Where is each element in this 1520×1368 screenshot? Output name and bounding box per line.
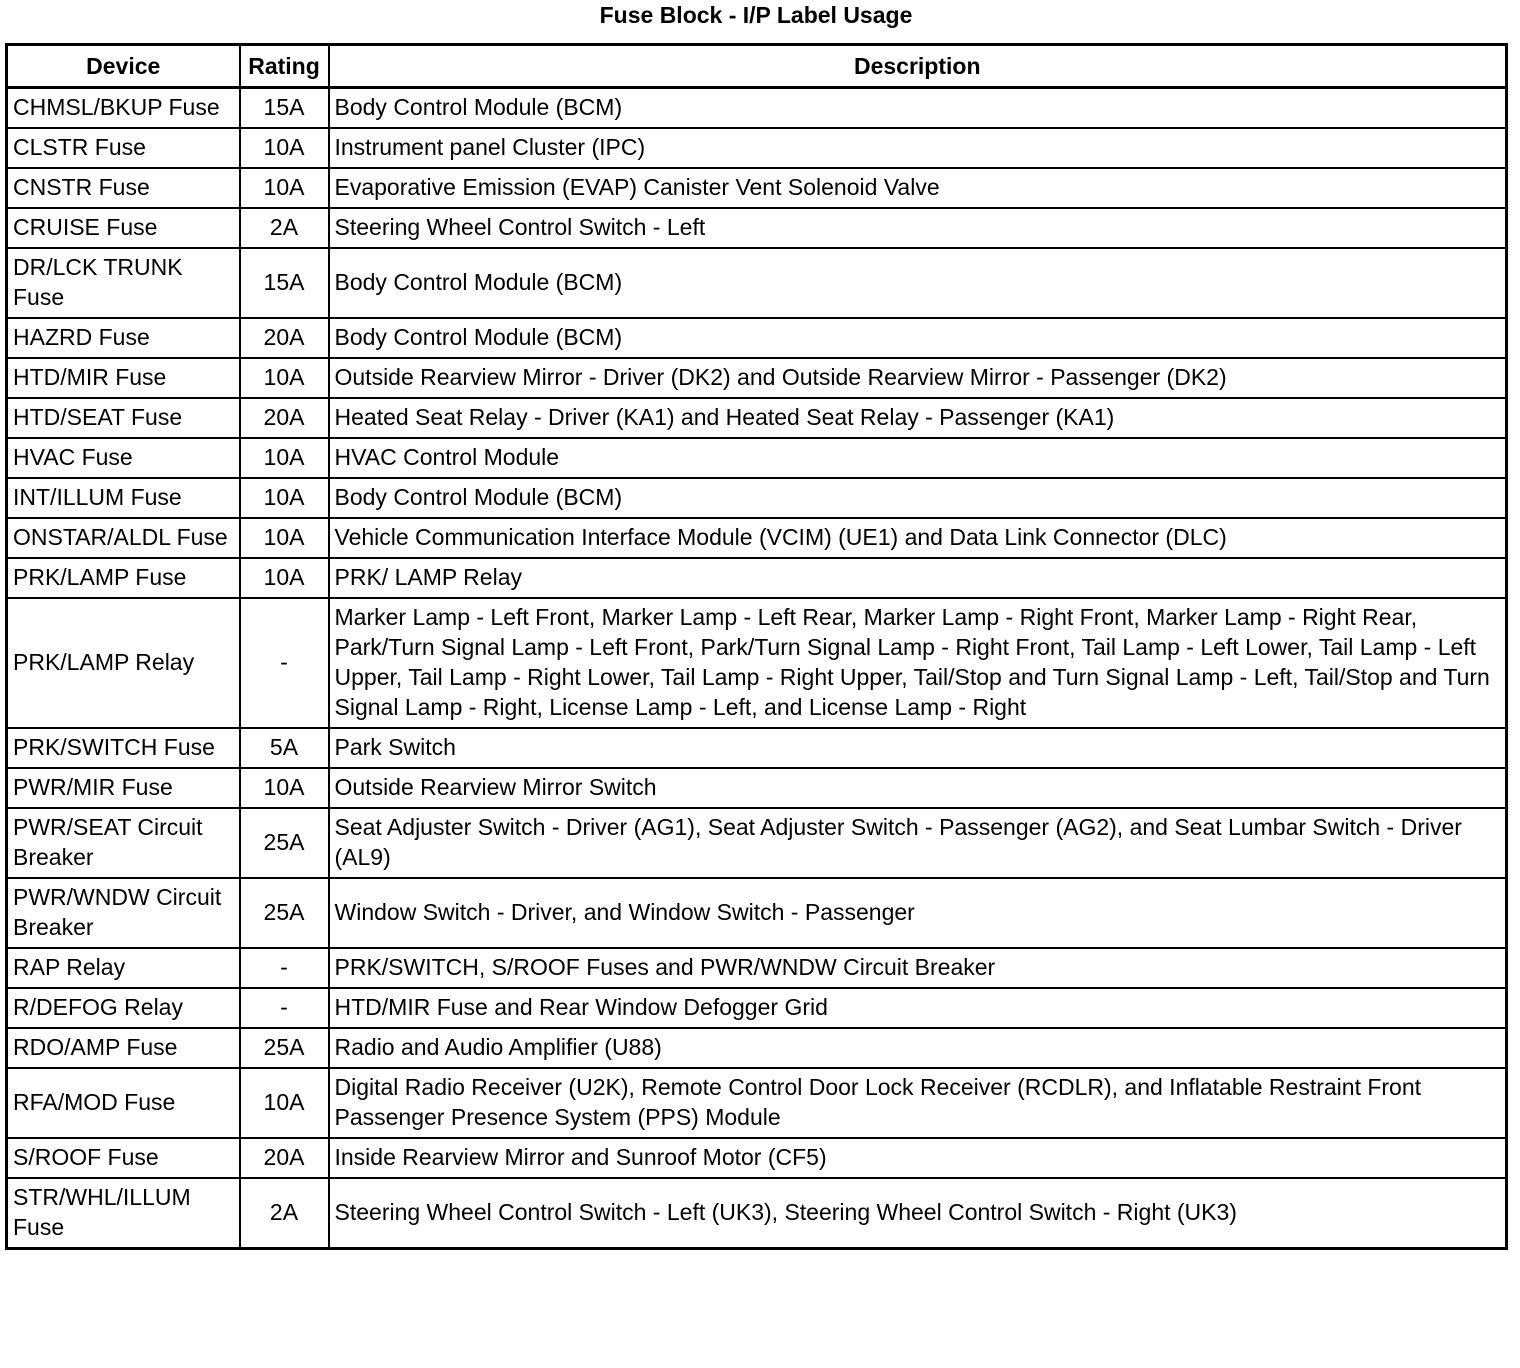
rating-cell: 10A [240,128,329,168]
description-cell: Steering Wheel Control Switch - Left (UK3), Steering Wheel Control Switch - Right (UK3) [329,1178,1507,1249]
rating-cell: 25A [240,878,329,948]
rating-cell: 15A [240,248,329,318]
description-cell: Body Control Module (BCM) [329,478,1507,518]
description-cell: Marker Lamp - Left Front, Marker Lamp - Left Rear, Marker Lamp - Right Front, Marker Lamp - Right Rear, Park/Turn Signal Lamp - Left Front, Park/Turn Signal Lamp - Right Front, Tail Lamp - Left Lower, Tail Lamp - Left Upper, Tail Lamp - Right Lower, Tail Lamp - Right Upper, Tail/Stop and Turn Signal Lamp - Left, Tail/Stop and Turn Signal Lamp - Right, License Lamp - Left, and License Lamp - Right [329,598,1507,728]
device-cell: STR/WHL/ILLUM Fuse [7,1178,240,1249]
device-cell: CNSTR Fuse [7,168,240,208]
description-cell: Body Control Module (BCM) [329,318,1507,358]
device-cell: RDO/AMP Fuse [7,1028,240,1068]
rating-cell: 20A [240,398,329,438]
table-row [7,1068,1507,1138]
column-header-description: Description [329,45,1507,88]
description-cell: Instrument panel Cluster (IPC) [329,128,1507,168]
device-cell: CRUISE Fuse [7,208,240,248]
device-cell: PWR/SEAT Circuit Breaker [7,808,240,878]
rating-cell: 10A [240,438,329,478]
rating-cell: 2A [240,208,329,248]
table-row [7,88,1507,129]
table-row [7,128,1507,168]
description-cell: Window Switch - Driver, and Window Switch - Passenger [329,878,1507,948]
description-cell: Seat Adjuster Switch - Driver (AG1), Seat Adjuster Switch - Passenger (AG2), and Seat Lumbar Switch - Driver (AL9) [329,808,1507,878]
page-title: Fuse Block - I/P Label Usage [599,2,913,28]
rating-cell: 10A [240,358,329,398]
rating-cell: - [240,948,329,988]
table-row [7,948,1507,988]
rating-cell: 10A [240,518,329,558]
table-row [7,478,1507,518]
table-body [7,88,1507,1249]
rating-cell: 20A [240,1138,329,1178]
table-row [7,1028,1507,1068]
table-row [7,398,1507,438]
rating-cell: 10A [240,768,329,808]
description-cell: Radio and Audio Amplifier (U88) [329,1028,1507,1068]
table-row [7,1178,1507,1249]
device-cell: INT/ILLUM Fuse [7,478,240,518]
device-cell: PWR/MIR Fuse [7,768,240,808]
table-row [7,518,1507,558]
rating-cell: 10A [240,1068,329,1138]
device-cell: HAZRD Fuse [7,318,240,358]
table-row [7,988,1507,1028]
column-header-device: Device [7,45,240,88]
description-cell: HVAC Control Module [329,438,1507,478]
device-cell: ONSTAR/ALDL Fuse [7,518,240,558]
description-cell: PRK/SWITCH, S/ROOF Fuses and PWR/WNDW Circuit Breaker [329,948,1507,988]
device-cell: PWR/WNDW Circuit Breaker [7,878,240,948]
rating-cell: 25A [240,808,329,878]
device-cell: HVAC Fuse [7,438,240,478]
device-cell: R/DEFOG Relay [7,988,240,1028]
device-cell: S/ROOF Fuse [7,1138,240,1178]
table-row [7,768,1507,808]
table-row [7,438,1507,478]
device-cell: HTD/MIR Fuse [7,358,240,398]
table-row [7,248,1507,318]
device-cell: RFA/MOD Fuse [7,1068,240,1138]
table-row [7,358,1507,398]
description-cell: Digital Radio Receiver (U2K), Remote Control Door Lock Receiver (RCDLR), and Inflatable Restraint Front Passenger Presence System (PPS) Module [329,1068,1507,1138]
table-row [7,808,1507,878]
device-cell: HTD/SEAT Fuse [7,398,240,438]
device-cell: RAP Relay [7,948,240,988]
description-cell: PRK/ LAMP Relay [329,558,1507,598]
table-row [7,208,1507,248]
rating-cell: 25A [240,1028,329,1068]
table-row [7,558,1507,598]
rating-cell: 2A [240,1178,329,1249]
rating-cell: 20A [240,318,329,358]
description-cell: Evaporative Emission (EVAP) Canister Vent Solenoid Valve [329,168,1507,208]
column-header-rating: Rating [240,45,329,88]
device-cell: PRK/LAMP Fuse [7,558,240,598]
device-cell: CLSTR Fuse [7,128,240,168]
rating-cell: - [240,988,329,1028]
table-row [7,1138,1507,1178]
description-cell: Body Control Module (BCM) [329,248,1507,318]
fuse-table [5,43,1508,1250]
description-cell: Outside Rearview Mirror - Driver (DK2) and Outside Rearview Mirror - Passenger (DK2) [329,358,1507,398]
description-cell: HTD/MIR Fuse and Rear Window Defogger Grid [329,988,1507,1028]
rating-cell: 10A [240,478,329,518]
table-row [7,728,1507,768]
table-header-row [7,45,1507,88]
table-row [7,318,1507,358]
rating-cell: 15A [240,88,329,129]
device-cell: PRK/SWITCH Fuse [7,728,240,768]
description-cell: Vehicle Communication Interface Module (VCIM) (UE1) and Data Link Connector (DLC) [329,518,1507,558]
rating-cell: 10A [240,168,329,208]
rating-cell: 10A [240,558,329,598]
rating-cell: 5A [240,728,329,768]
device-cell: CHMSL/BKUP Fuse [7,88,240,129]
description-cell: Steering Wheel Control Switch - Left [329,208,1507,248]
rating-cell: - [240,598,329,728]
description-cell: Outside Rearview Mirror Switch [329,768,1507,808]
description-cell: Heated Seat Relay - Driver (KA1) and Heated Seat Relay - Passenger (KA1) [329,398,1507,438]
description-cell: Body Control Module (BCM) [329,88,1507,129]
table-row [7,168,1507,208]
description-cell: Park Switch [329,728,1507,768]
table-row [7,878,1507,948]
device-cell: DR/LCK TRUNK Fuse [7,248,240,318]
description-cell: Inside Rearview Mirror and Sunroof Motor (CF5) [329,1138,1507,1178]
table-row [7,598,1507,728]
device-cell: PRK/LAMP Relay [7,598,240,728]
